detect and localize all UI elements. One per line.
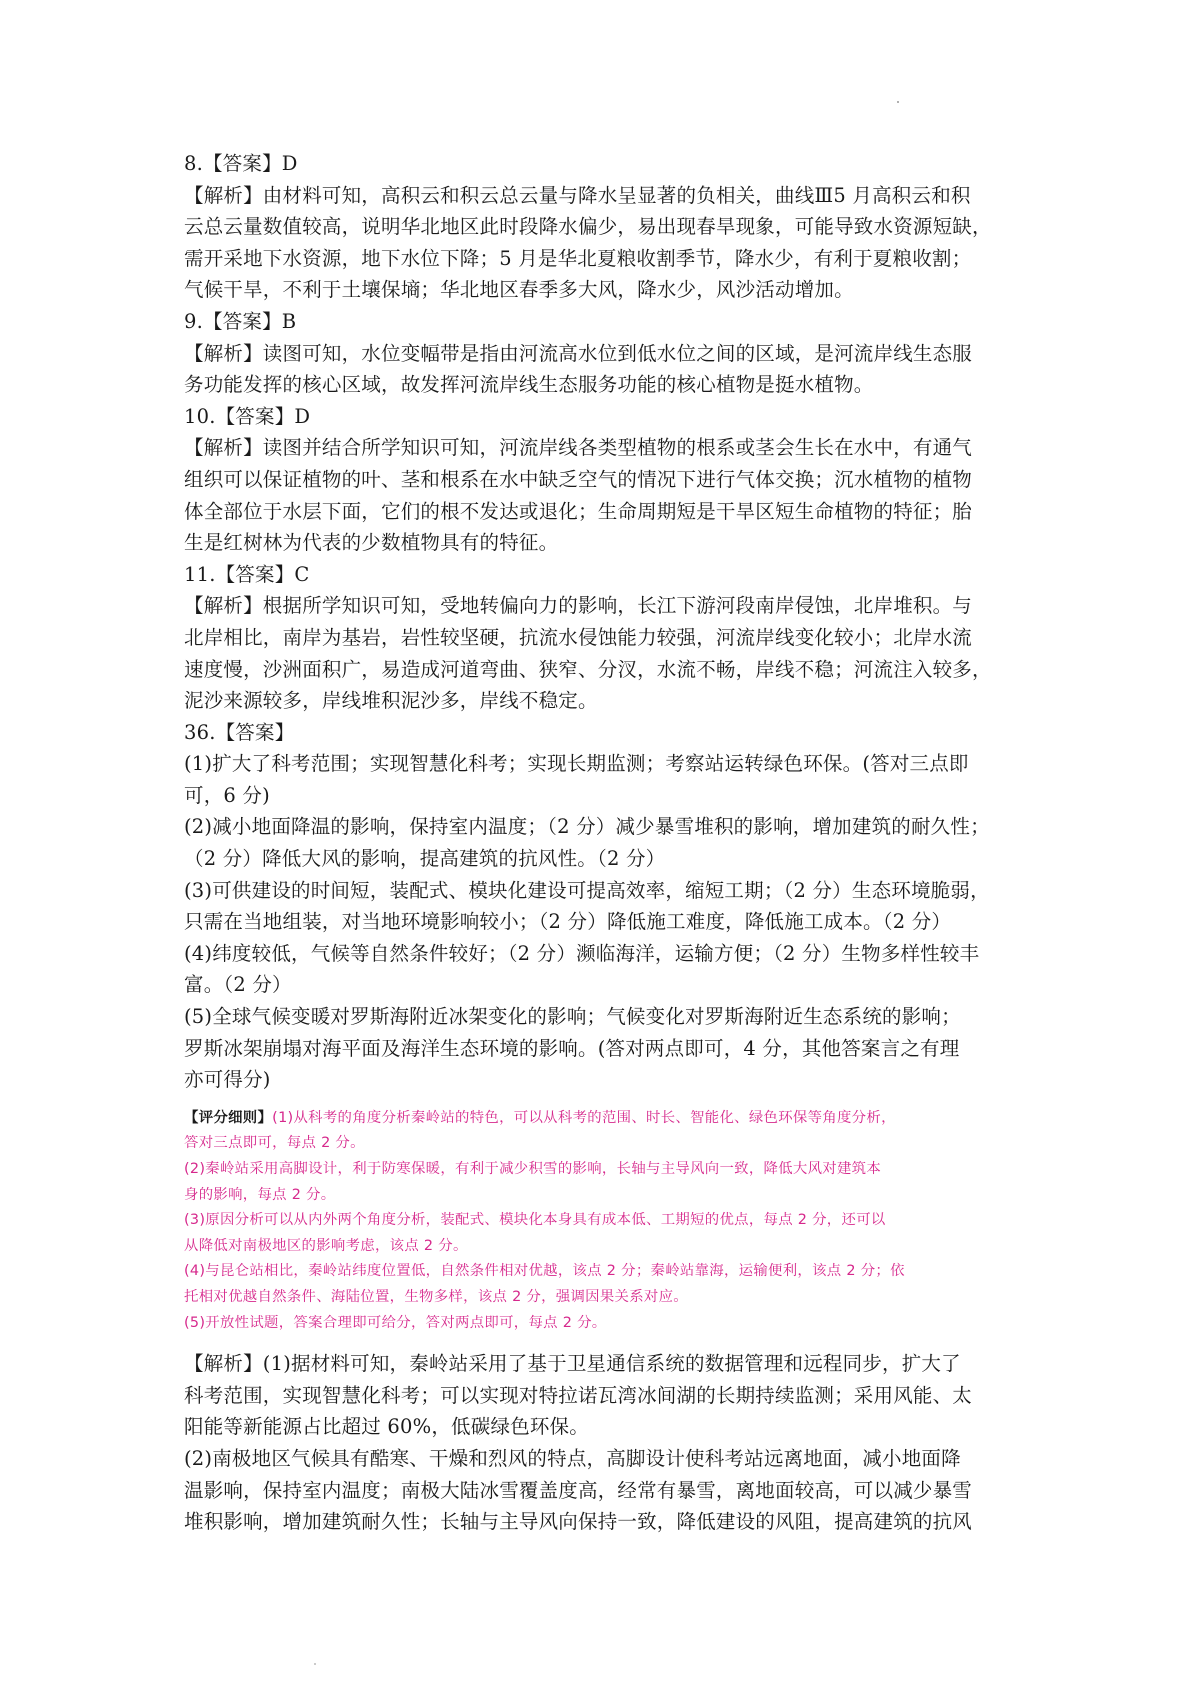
- answer-part-line: 亦可得分): [184, 1068, 271, 1092]
- analysis-line: 北岸相比，南岸为基岩，岩性较坚硬，抗流水侵蚀能力较强，河流岸线变化较小；北岸水流: [184, 625, 973, 649]
- rubric-line: [184, 1106, 1034, 1132]
- answer-part-line: 可，6 分): [184, 783, 270, 807]
- answer-part-line: 只需在当地组装，对当地环境影响较小；（2 分）降低施工难度，降低施工成本。（2 分）: [184, 910, 952, 934]
- analysis-line: 需开采地下水资源，地下水位下降；5 月是华北夏粮收割季节，降水少，有利于夏粮收割；: [184, 246, 972, 270]
- analysis-line: 体全部位于水层下面，它们的根不发达或退化；生命周期短是干旱区短生命植物的特征；胎: [184, 499, 973, 523]
- answer-part-line: 富。（2 分）: [184, 973, 292, 997]
- answer-line: 10.【答案】D: [184, 404, 311, 428]
- analysis-line: 务功能发挥的核心区域，故发挥河流岸线生态服务功能的核心植物是挺水植物。: [184, 373, 874, 397]
- rubric-line: 托相对优越自然条件、海陆位置，生物多样，该点 2 分，强调因果关系对应。: [184, 1288, 688, 1305]
- answer-part-line: (1)扩大了科考范围；实现智慧化科考；实现长期监测；考察站运转绿色环保。(答对三点即: [184, 752, 969, 776]
- answer-line: 9.【答案】B: [184, 309, 297, 333]
- question-36: [184, 717, 1034, 1096]
- analysis-line: 【解析】读图可知，水位变幅带是指由河流高水位到低水位之间的区域，是河流岸线生态服: [184, 341, 973, 365]
- rubric-text: (1)从科考的角度分析秦岭站的特色，可以从科考的范围、时长、智能化、绿色环保等角度分析，: [272, 1109, 896, 1126]
- analysis-line: 生是红树林为代表的少数植物具有的特征。: [184, 531, 559, 555]
- scan-speck: [314, 1663, 316, 1665]
- analysis-line: 组织可以保证植物的叶、茎和根系在水中缺乏空气的情况下进行气体交换；沉水植物的植物: [184, 467, 973, 491]
- answer-part-line: (4)纬度较低，气候等自然条件较好；（2 分）濒临海洋，运输方便；（2 分）生物多样性较丰: [184, 941, 980, 965]
- answer-line: 8.【答案】D: [184, 152, 298, 175]
- answer-line: 36.【答案】: [184, 720, 295, 744]
- analysis-line: 【解析】(1)据材料可知，秦岭站采用了基于卫星通信系统的数据管理和远程同步，扩大了: [184, 1352, 961, 1376]
- scan-speck: [897, 101, 899, 103]
- analysis-line: 堆积影响，增加建筑耐久性；长轴与主导风向保持一致，降低建设的风阻，提高建筑的抗风: [184, 1510, 973, 1534]
- question-9: [184, 306, 1034, 401]
- analysis-line: 【解析】由材料可知，高积云和积云总云量与降水呈显著的负相关，曲线Ⅲ5 月高积云和积: [184, 183, 971, 207]
- analysis-line: 速度慢，沙洲面积广，易造成河道弯曲、狭窄、分汊，水流不畅，岸线不稳；河流注入较多，: [184, 657, 992, 681]
- answer-part-line: (2)减小地面降温的影响，保持室内温度；（2 分）减少暴雪堆积的影响，增加建筑的耐久性；: [184, 815, 990, 839]
- analysis-line: 气候干旱，不利于土壤保墒；华北地区春季多大风，降水少，风沙活动增加。: [184, 278, 854, 302]
- answer-part-line: 罗斯冰架崩塌对海平面及海洋生态环境的影响。(答对两点即可，4 分，其他答案言之有理: [184, 1036, 960, 1060]
- rubric-line: (4)与昆仑站相比，秦岭站纬度位置低，自然条件相对优越，该点 2 分；秦岭站靠海，运输便利，该点 2 分；依: [184, 1263, 905, 1280]
- rubric-line: (2)秦岭站采用高脚设计，利于防寒保暖，有利于减少积雪的影响，长轴与主导风向一致，降低大风对建筑本: [184, 1161, 882, 1177]
- answer-content: [184, 148, 1034, 1538]
- question-8: [184, 148, 1034, 306]
- scoring-rubric: [184, 1106, 1034, 1336]
- analysis-line: 【解析】读图并结合所学知识可知，河流岸线各类型植物的根系或茎会生长在水中，有通气: [184, 436, 973, 460]
- analysis-line: 泥沙来源较多，岸线堆积泥沙多，岸线不稳定。: [184, 689, 598, 713]
- rubric-line: 答对三点即可，每点 2 分。: [184, 1135, 365, 1152]
- analysis-line: 温影响，保持室内温度；南极大陆冰雪覆盖度高，经常有暴雪，离地面较高，可以减少暴雪: [184, 1478, 973, 1502]
- answer-part-line: (5)全球气候变暖对罗斯海附近冰架变化的影响；气候变化对罗斯海附近生态系统的影响；: [184, 1005, 961, 1029]
- answer-part-line: (3)可供建设的时间短，装配式、模块化建设可提高效率，缩短工期；（2 分）生态环境脆弱，: [184, 878, 990, 902]
- rubric-line: 从降低对南极地区的影响考虑，该点 2 分。: [184, 1237, 468, 1254]
- rubric-line: 身的影响，每点 2 分。: [184, 1186, 336, 1203]
- analysis-line: 阳能等新能源占比超过 60%，低碳绿色环保。: [184, 1415, 589, 1439]
- question-11: [184, 559, 1034, 717]
- analysis-line: 科考范围，实现智慧化科考；可以实现对特拉诺瓦湾冰间湖的长期持续监测；采用风能、太: [184, 1383, 973, 1407]
- answer-line: 11.【答案】C: [184, 562, 310, 586]
- analysis-line: (2)南极地区气候具有酷寒、干燥和烈风的特点，高脚设计使科考站远离地面，减小地面降: [184, 1446, 961, 1470]
- answer-part-line: （2 分）降低大风的影响，提高建筑的抗风性。（2 分）: [184, 847, 666, 871]
- rubric-line: (3)原因分析可以从内外两个角度分析，装配式、模块化本身具有成本低、工期短的优点，每点 2 分，还可以: [184, 1212, 886, 1229]
- analysis-line: 【解析】根据所学知识可知，受地转偏向力的影响，长江下游河段南岸侵蚀，北岸堆积。与: [184, 594, 973, 618]
- analysis-line: 云总云量数值较高，说明华北地区此时段降水偏少，易出现春旱现象，可能导致水资源短缺，: [184, 215, 992, 239]
- question-36-analysis: [184, 1348, 1034, 1538]
- rubric-tag: 【评分细则】: [184, 1109, 273, 1126]
- question-10: [184, 401, 1034, 559]
- rubric-line: (5)开放性试题，答案合理即可给分，答对两点即可，每点 2 分。: [184, 1314, 607, 1331]
